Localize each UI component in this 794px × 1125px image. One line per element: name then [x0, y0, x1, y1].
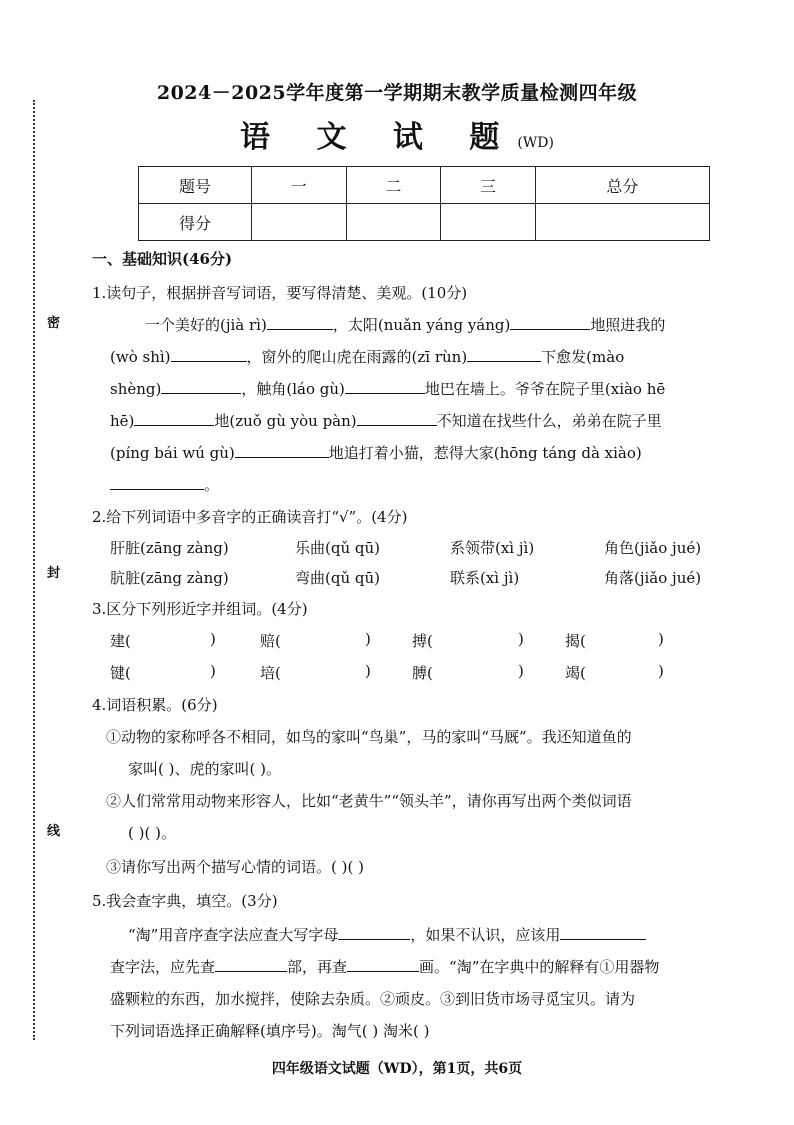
q1-line-4: hē) 地(zuǒ gù yòu pàn) 不知道在找些什么，弟弟在院子里 — [110, 412, 662, 430]
answer-blank[interactable] — [467, 347, 541, 362]
q5-line-1: “淘”用音序查字法应查大写字母 ，如果不认识，应该用 — [128, 924, 646, 945]
question-4-prompt: 4.词语积累。(6分) — [92, 696, 218, 714]
subject-suffix: (WD) — [517, 135, 554, 151]
binding-char-feng: 封 — [47, 566, 61, 581]
char-label: 培( — [260, 664, 281, 682]
answer-blank[interactable] — [134, 411, 214, 426]
polyphone-item[interactable]: 联系(xì jì) — [450, 569, 520, 587]
answer-blank[interactable] — [510, 315, 590, 330]
question-2-prompt: 2.给下列词语中多音字的正确读音打“√”。(4分) — [92, 508, 408, 526]
char-paren-close: ) — [658, 630, 664, 648]
char-paren-close: ) — [518, 662, 524, 680]
answer-blank[interactable] — [357, 411, 437, 426]
question-5-prompt: 5.我会查字典，填空。(3分) — [92, 892, 278, 910]
q4-item-1-line-2[interactable]: 家叫( )、虎的家叫( )。 — [128, 760, 281, 778]
q1-line-6: 。 — [110, 474, 219, 495]
q4-item-1-line-1: ①动物的家称呼各不相同，如鸟的家叫“鸟巢”，马的家叫“马厩”。我还知道鱼的 — [106, 728, 632, 746]
char-paren-close: ) — [210, 630, 216, 648]
col-section-3: 三 — [441, 167, 536, 204]
char-label: 膊( — [412, 664, 433, 682]
answer-blank[interactable] — [215, 957, 287, 972]
char-label: 揭( — [565, 632, 586, 650]
q1-line-2: (wò shì) ，窗外的爬山虎在雨露的(zī rùn) 下愈发(mào — [110, 348, 625, 366]
answer-blank[interactable] — [560, 925, 646, 940]
q4-item-2-line-1: ②人们常常用动物来形容人，比如“老黄牛”“领头羊”，请你再写出两个类似词语 — [106, 792, 632, 810]
q1-line-3: shèng) ，触角(láo gù) 地巴在墙上。爷爷在院子里(xiào hē — [110, 380, 666, 398]
answer-blank[interactable] — [338, 925, 410, 940]
subject-title — [0, 112, 794, 156]
polyphone-item[interactable]: 角色(jiǎo jué) — [604, 539, 702, 557]
binding-dotted-line — [33, 100, 35, 1040]
char-paren-close: ) — [518, 630, 524, 648]
char-paren-close: ) — [365, 630, 371, 648]
q1-line-1: 一个美好的(jià rì) ，太阳(nuǎn yáng yáng) 地照进我的 — [145, 316, 666, 334]
char-label: 竭( — [565, 664, 586, 682]
binding-char-xian: 线 — [47, 824, 61, 839]
q5-line-2: 查字法，应先查 部，再查 画。“淘”在字典中的解释有①用器物 — [110, 958, 660, 976]
polyphone-item[interactable]: 肝脏(zāng zàng) — [110, 539, 229, 557]
score-cell[interactable] — [252, 204, 347, 241]
answer-blank[interactable] — [345, 379, 425, 394]
char-label: 赔( — [260, 632, 281, 650]
char-label: 搏( — [412, 632, 433, 650]
subject-name: 语 文 试 题 — [240, 120, 518, 155]
polyphone-item[interactable]: 系领带(xì jì) — [450, 539, 535, 557]
score-table — [138, 166, 710, 241]
page-footer: 四年级语文试题（WD），第1页，共6页 — [271, 1061, 523, 1077]
score-cell[interactable] — [535, 204, 709, 241]
row-label-number: 题号 — [139, 167, 252, 204]
answer-blank[interactable] — [110, 475, 204, 490]
col-total: 总分 — [535, 167, 709, 204]
polyphone-item[interactable]: 乐曲(qǔ qū) — [295, 539, 380, 557]
binding-char-mi: 密 — [47, 316, 61, 331]
score-cell[interactable] — [441, 204, 536, 241]
col-section-1: 一 — [252, 167, 347, 204]
question-3-prompt: 3.区分下列形近字并组词。(4分) — [92, 600, 308, 618]
score-table-score-row — [139, 204, 710, 241]
q1-line-5: (píng bái wú gù) 地追打着小猫，惹得大家(hōng táng dà xiào) — [110, 444, 642, 462]
q4-item-3[interactable]: ③请你写出两个描写心情的词语。( )( ) — [106, 858, 364, 876]
q5-line-4[interactable]: 下列词语选择正确解释(填序号)。淘气( ) 淘米( ) — [110, 1022, 430, 1040]
char-paren-close: ) — [365, 662, 371, 680]
char-label: 建( — [110, 632, 131, 650]
q4-item-2-line-2[interactable]: ( )( )。 — [128, 824, 176, 842]
score-table-header-row — [139, 167, 710, 204]
score-cell[interactable] — [346, 204, 441, 241]
answer-blank[interactable] — [267, 315, 333, 330]
q5-line-3: 盛颗粒的东西，加水搅拌，使除去杂质。②顽皮。③到旧货市场寻觅宝贝。请为 — [110, 990, 636, 1008]
row-label-score: 得分 — [139, 204, 252, 241]
exam-title: 2024－2025学年度第一学期期末教学质量检测四年级 — [156, 82, 638, 104]
section-heading: 一、基础知识(46分) — [92, 250, 233, 268]
char-paren-close: ) — [658, 662, 664, 680]
question-1-prompt: 1.读句子，根据拼音写词语，要写得清楚、美观。(10分) — [92, 284, 468, 302]
answer-blank[interactable] — [235, 443, 329, 458]
answer-blank[interactable] — [161, 379, 241, 394]
answer-blank[interactable] — [171, 347, 247, 362]
polyphone-item[interactable]: 角落(jiǎo jué) — [604, 569, 702, 587]
polyphone-item[interactable]: 弯曲(qǔ qū) — [295, 569, 380, 587]
col-section-2: 二 — [346, 167, 441, 204]
answer-blank[interactable] — [347, 957, 419, 972]
char-paren-close: ) — [210, 662, 216, 680]
polyphone-item[interactable]: 肮脏(zāng zàng) — [110, 569, 229, 587]
char-label: 键( — [110, 664, 131, 682]
